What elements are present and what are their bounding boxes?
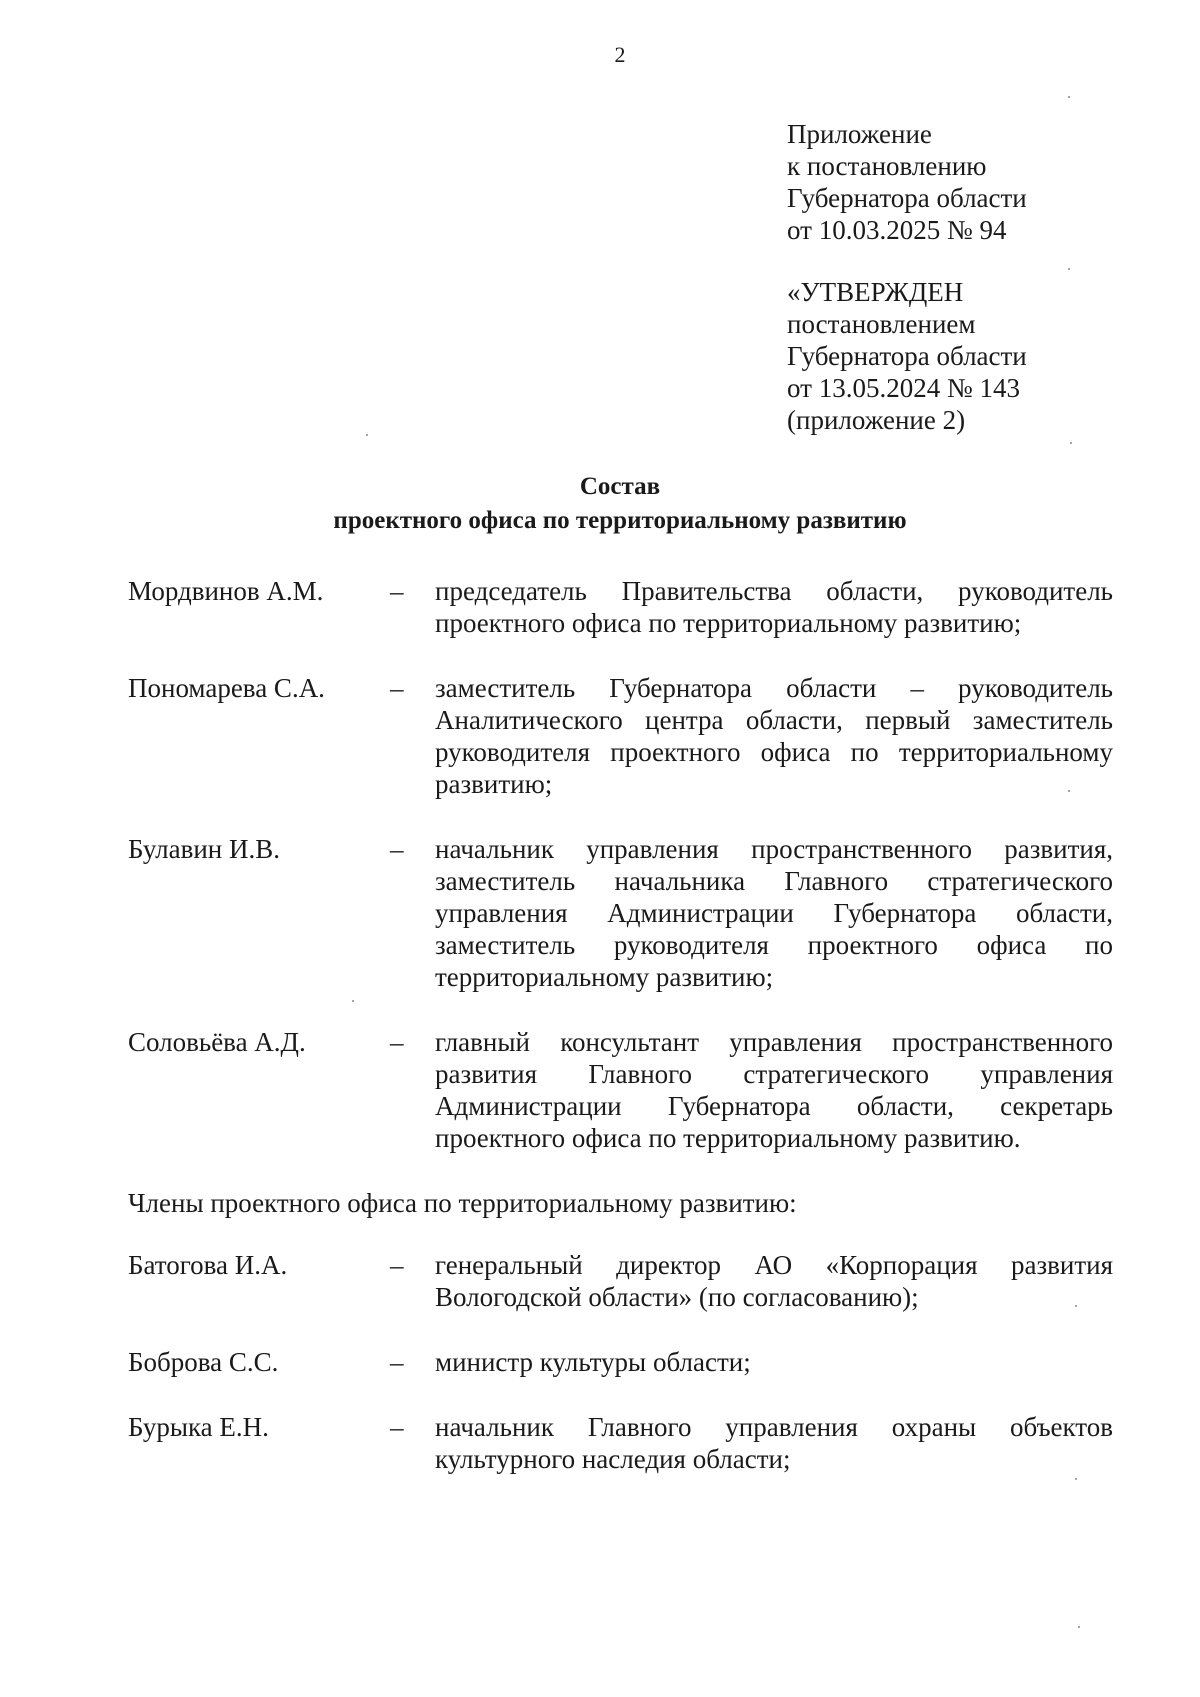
member-name: Пономарева С.А. bbox=[128, 673, 325, 703]
scan-speck bbox=[1075, 1478, 1077, 1480]
document-title bbox=[0, 470, 1200, 538]
member-name: Боброва С.С. bbox=[128, 1347, 279, 1377]
scan-speck bbox=[1078, 1626, 1080, 1628]
approved-line: постановлением bbox=[787, 309, 976, 339]
member-name: Мордвинов А.М. bbox=[128, 576, 324, 606]
member-name: Бурыка Е.Н. bbox=[128, 1412, 269, 1442]
appendix-line: от 10.03.2025 № 94 bbox=[787, 215, 1007, 245]
member-name: Булавин И.В. bbox=[128, 834, 281, 864]
appendix-block bbox=[787, 118, 1027, 436]
scan-speck bbox=[1068, 96, 1070, 98]
member-row bbox=[128, 672, 1113, 800]
scan-speck bbox=[1068, 790, 1070, 792]
member-position: заместитель Губернатора области – руководитель Аналитического центра области, первый заместитель руководителя проектного офиса по территориальному развитию; bbox=[435, 673, 1113, 799]
dash: – bbox=[390, 576, 404, 606]
member-row bbox=[128, 575, 1113, 639]
dash: – bbox=[390, 673, 404, 703]
appendix-line: Приложение bbox=[787, 119, 932, 149]
scan-speck bbox=[1070, 442, 1072, 444]
dash: – bbox=[390, 1347, 404, 1377]
member-position: главный консультант управления пространственного развития Главного стратегического управления Администрации Губернатора области, секретарь проектного офиса по территориальному развитию. bbox=[435, 1027, 1113, 1153]
member-row bbox=[128, 1346, 1113, 1378]
dash: – bbox=[390, 834, 404, 864]
scan-speck bbox=[1075, 1305, 1077, 1307]
member-row bbox=[128, 833, 1113, 993]
spacer bbox=[787, 246, 1027, 276]
member-position: начальник Главного управления охраны объектов культурного наследия области; bbox=[435, 1412, 1113, 1474]
approved-line: «УТВЕРЖДЕН bbox=[787, 277, 964, 307]
dash: – bbox=[390, 1250, 404, 1280]
members-heading: Члены проектного офиса по территориальному развитию: bbox=[128, 1188, 797, 1218]
member-row bbox=[128, 1249, 1113, 1313]
scan-speck bbox=[1068, 268, 1070, 270]
member-name: Соловьёва А.Д. bbox=[128, 1027, 306, 1057]
page-number: 2 bbox=[614, 42, 626, 67]
member-position: председатель Правительства области, руководитель проектного офиса по территориальному развитию; bbox=[435, 576, 1113, 638]
member-row bbox=[128, 1026, 1113, 1154]
member-position: министр культуры области; bbox=[435, 1347, 751, 1377]
member-position: начальник управления пространственного развития, заместитель начальника Главного стратегического управления Администрации Губернатора области, заместитель руководителя проектного офиса по территориальному развитию; bbox=[435, 834, 1113, 992]
composition-list bbox=[128, 575, 1113, 1508]
appendix-line: к постановлению bbox=[787, 151, 987, 181]
dash: – bbox=[390, 1027, 404, 1057]
title-line-1: Состав bbox=[579, 473, 661, 500]
member-position: генеральный директор АО «Корпорация развития Вологодской области» (по согласованию); bbox=[435, 1250, 1113, 1312]
approved-line: (приложение 2) bbox=[787, 405, 966, 435]
title-line-2: проектного офиса по территориальному развитию bbox=[333, 507, 907, 534]
approved-line: от 13.05.2024 № 143 bbox=[787, 373, 1020, 403]
scan-speck bbox=[366, 434, 368, 436]
approved-line: Губернатора области bbox=[787, 341, 1027, 371]
member-name: Батогова И.А. bbox=[128, 1250, 288, 1280]
member-row bbox=[128, 1411, 1113, 1475]
dash: – bbox=[390, 1412, 404, 1442]
appendix-line: Губернатора области bbox=[787, 183, 1027, 213]
scan-speck bbox=[352, 1000, 354, 1002]
